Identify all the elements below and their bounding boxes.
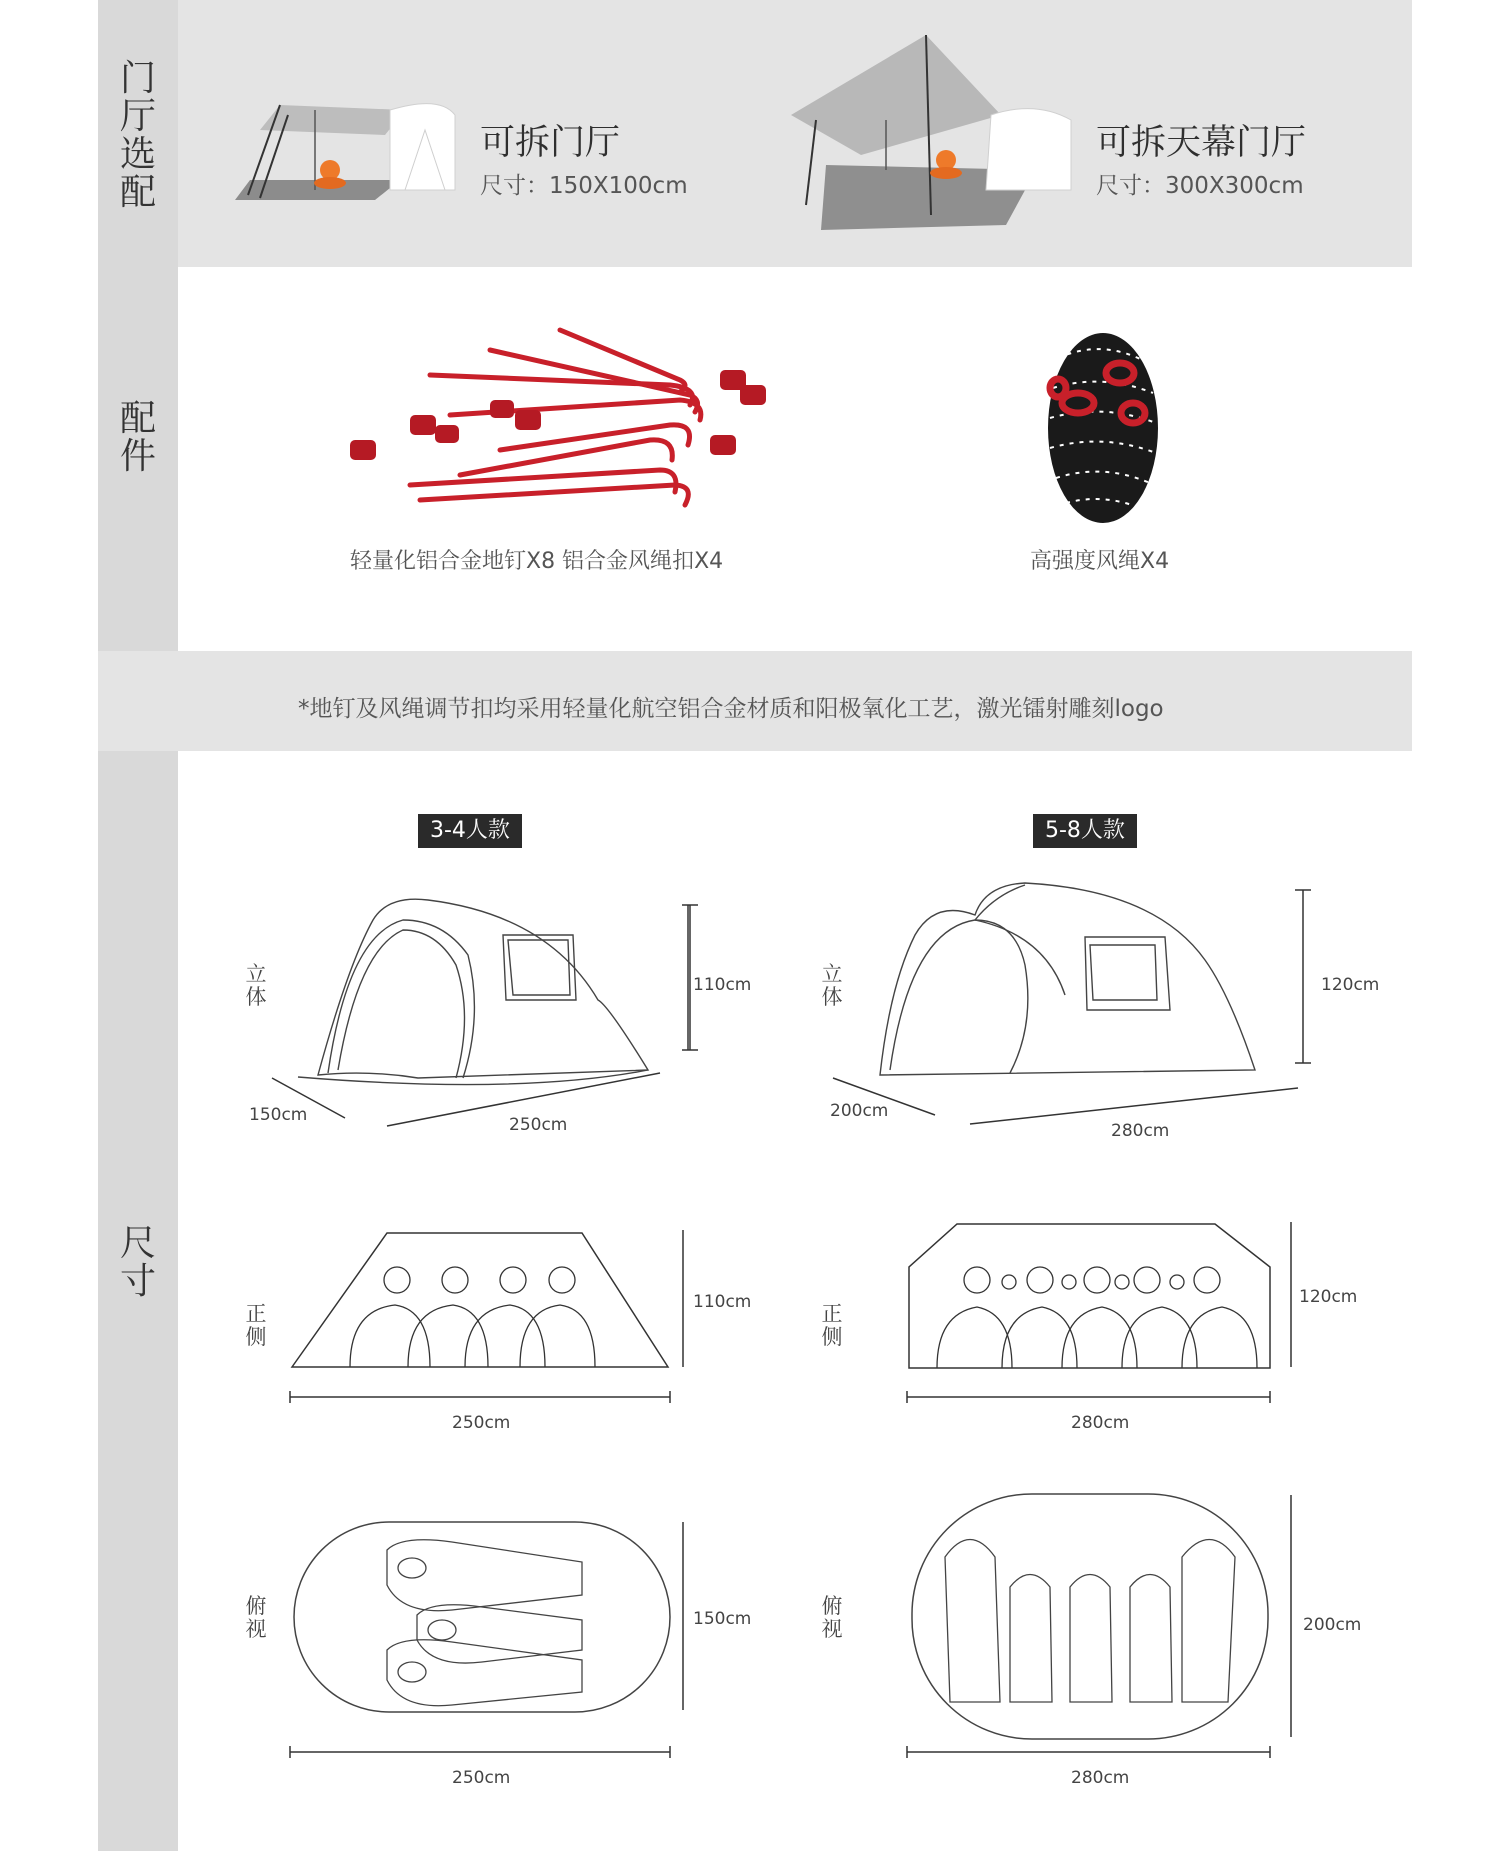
aluminum-stakes-image (350, 320, 790, 530)
section-label-vestibule: 门 厅 选 配 (119, 58, 156, 213)
section-label-size: 尺 寸 (119, 1223, 156, 1302)
tent-3d-large-drawing (875, 875, 1295, 1075)
dim-front-large-width: 280cm (1071, 1413, 1130, 1433)
tent-3d-small-drawing (268, 895, 688, 1125)
vestibule-small-illustration (240, 90, 460, 210)
dim-top-small-width: 250cm (452, 1768, 511, 1788)
dim-3d-large-length: 280cm (1111, 1121, 1170, 1141)
view-label-top-right: 俯 视 (821, 1594, 843, 1641)
model-badge-large: 5-8人款 (1033, 814, 1137, 848)
vestibule-spec-2: 尺寸：300X300cm (1096, 173, 1304, 199)
vestibule-title-2: 可拆天幕门厅 (1096, 123, 1307, 163)
wind-rope-image (1038, 318, 1168, 528)
dim-front-large-height: 120cm (1299, 1287, 1358, 1307)
dim-3d-small-depth: 150cm (249, 1105, 308, 1125)
dim-front-small-width: 250cm (452, 1413, 511, 1433)
section-sidebar (98, 0, 178, 1851)
rope-caption: 高强度风绳X4 (1030, 549, 1170, 574)
tent-front-small-drawing (290, 1225, 690, 1415)
dim-front-small-height: 110cm (693, 1292, 752, 1312)
dim-top-large-width: 280cm (1071, 1768, 1130, 1788)
dim-top-large-depth: 200cm (1303, 1615, 1362, 1635)
view-label-front-right: 正 侧 (821, 1302, 843, 1349)
dim-lines-top-large (0, 0, 1, 1)
vestibule-title-1: 可拆门厅 (480, 123, 621, 163)
view-label-top-left: 俯 视 (245, 1594, 267, 1641)
dim-top-small-depth: 150cm (693, 1609, 752, 1629)
vestibule-spec-1: 尺寸：150X100cm (480, 173, 688, 199)
dim-3d-small-height: 110cm (693, 975, 752, 995)
tent-top-small-drawing (292, 1520, 672, 1720)
stakes-caption: 轻量化铝合金地钉X8 铝合金风绳扣X4 (350, 549, 724, 574)
dim-3d-large-depth: 200cm (830, 1101, 889, 1121)
section-label-accessories: 配 件 (119, 398, 156, 477)
view-label-stereo-right: 立 体 (821, 962, 843, 1009)
model-badge-small: 3-4人款 (418, 814, 522, 848)
tent-top-large-drawing (910, 1492, 1270, 1742)
material-note: *地钉及风绳调节扣均采用轻量化航空铝合金材质和阳极氧化工艺，激光镭射雕刻logo (298, 696, 1164, 722)
tent-front-large-drawing (907, 1222, 1287, 1372)
dim-3d-small-length: 250cm (509, 1115, 568, 1135)
view-label-stereo-left: 立 体 (245, 962, 267, 1009)
dim-3d-large-height: 120cm (1321, 975, 1380, 995)
vestibule-canopy-illustration (786, 30, 1076, 230)
view-label-front-left: 正 侧 (245, 1302, 267, 1349)
